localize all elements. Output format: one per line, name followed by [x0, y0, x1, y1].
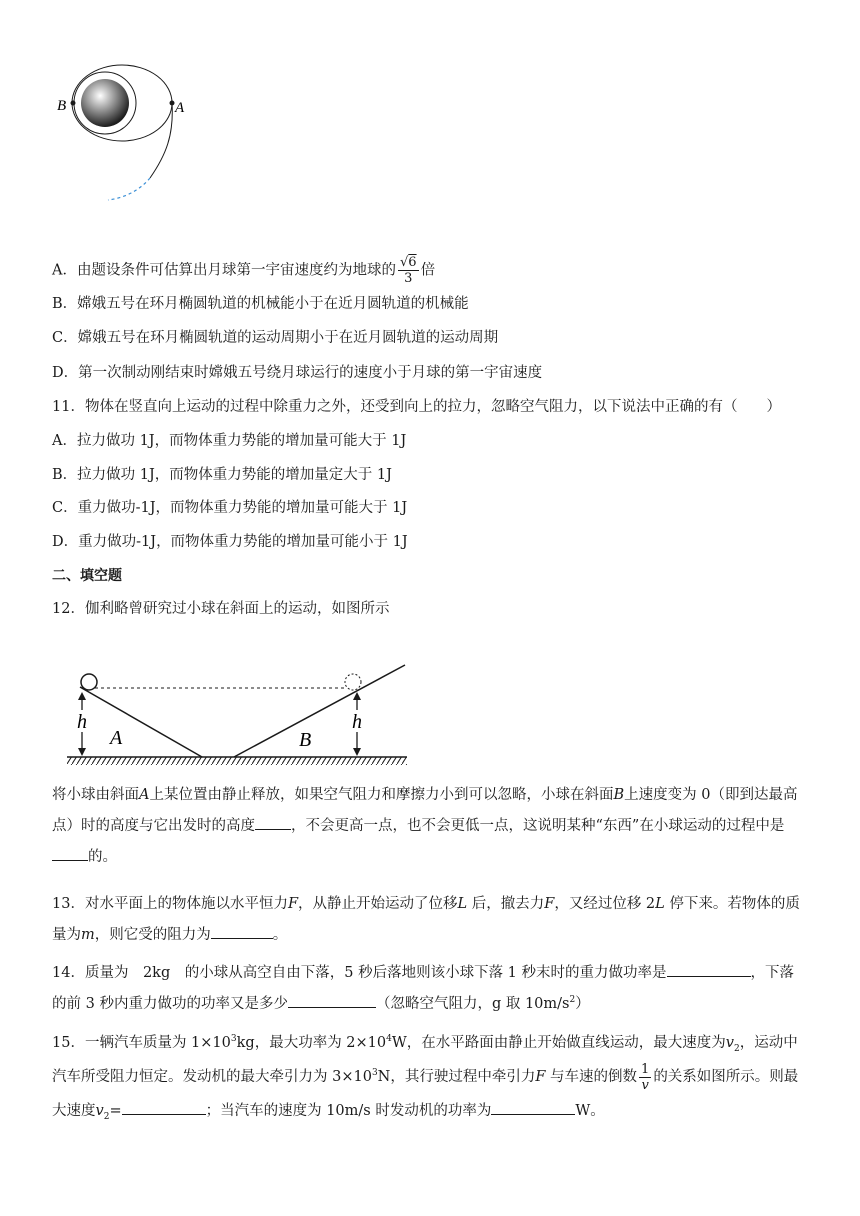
- q12-blank-1[interactable]: [255, 815, 291, 830]
- sqrt6-over-3-fraction: $\frac{√6}{3}$: [399, 255, 417, 286]
- q15: 15．一辆汽车质量为 $1\times 10^3kg$，最大功率为 $2\times 10^4W$，在水平路面由静止开始做直线运动，最大速度为$v_2$，运动中汽车所受阻力恒定。发动机的最大牵引力为 $3\times 10^3N$，其行驶过程中牵引力F 与车速的倒数 $\frac{1}{v}$ 的关系如图所示。则最大速度$v_2=$ ；当汽车的速度为 10m/s 时发动机的功率为 W。: [52, 1034, 799, 1122]
- section-title-fill-in: 二、填空题: [52, 568, 122, 584]
- incline-figure: [62, 660, 412, 779]
- incline-b: [234, 665, 405, 757]
- ball-start: [81, 674, 97, 690]
- q11-option-b: B．拉力做功 1J，而物体重力势能的增加量定大于 1J: [52, 467, 392, 483]
- q14: 14．质量为 2kg 的小球从高空自由下落，5 秒后落地则该小球下落 1 秒末时的重力做功率是 ，下落的前 3 秒内重力做功的功率又是多少 （忽略空气阻力，g 取 $10m/s^2$）: [52, 958, 808, 1020]
- label-a: A: [175, 100, 185, 116]
- q11-stem: 11．物体在竖直向上运动的过程中除重力之外，还受到向上的拉力，忽略空气阻力，以下说法中正确的有（ ）: [52, 399, 781, 415]
- q13: 13．对水平面上的物体施以水平恒力F，从静止开始运动了位移L 后，撤去力F，又经过位移 2L 停下来。若物体的质量为m，则它受的阻力为 。: [52, 896, 800, 943]
- q14-blank-1[interactable]: [667, 962, 751, 977]
- q10-option-b: B．嫦娥五号在环月椭圆轨道的机械能小于在近月圆轨道的机械能: [52, 296, 469, 312]
- moon: [81, 79, 129, 127]
- label-b-incline: B: [299, 729, 312, 751]
- arrival-trajectory-solid: [150, 103, 172, 178]
- orbit-figure: [50, 60, 200, 214]
- q11-option-a: A．拉力做功 1J，而物体重力势能的增加量可能大于 1J: [52, 433, 407, 449]
- q12-body: 将小球由斜面A上某位置由静止释放，如果空气阻力和摩擦力小到可以忽略，小球在斜面B上速度变为 0（即到达最高点）时的高度与它出发时的高度 ，不会更高一点，也不会更低一点，这说明某种“东西”在小球运动的过程中是的。: [52, 787, 798, 865]
- q11-option-d: D．重力做功-1J，而物体重力势能的增加量可能小于 1J: [52, 534, 408, 550]
- q11-option-c: C．重力做功-1J，而物体重力势能的增加量可能大于 1J: [52, 500, 408, 516]
- q14-blank-2[interactable]: [288, 993, 376, 1008]
- label-b: B: [57, 98, 67, 114]
- one-over-v-fraction: $\frac{1}{v}$: [641, 1061, 650, 1093]
- incline-a: [80, 687, 202, 757]
- point-a: [170, 101, 175, 106]
- q15-blank-1[interactable]: [122, 1100, 206, 1115]
- q10-option-d: D．第一次制动刚结束时嫦娥五号绕月球运行的速度小于月球的第一宇宙速度: [52, 365, 543, 381]
- q12-stem: 12．伽利略曾研究过小球在斜面上的运动，如图所示: [52, 601, 390, 617]
- label-h-right: h: [352, 711, 362, 733]
- q10-option-c: C．嫦娥五号在环月椭圆轨道的运动周期小于在近月圆轨道的运动周期: [52, 330, 499, 346]
- label-h-left: h: [77, 711, 87, 733]
- ground-hatching: [67, 757, 407, 765]
- q12-blank-2[interactable]: [52, 846, 88, 861]
- arrival-trajectory-dashed: [108, 178, 150, 200]
- fraction-numerator: 6: [408, 255, 417, 270]
- q10-option-a-text: A．由题设条件可估算出月球第一宇宙速度约为地球的: [52, 262, 396, 279]
- label-a-incline: A: [110, 727, 123, 749]
- q13-blank[interactable]: [211, 924, 273, 939]
- point-b: [71, 101, 76, 106]
- fraction-denominator: 3: [404, 271, 413, 286]
- q10-option-a: [52, 255, 435, 286]
- q15-blank-2[interactable]: [491, 1100, 575, 1115]
- ball-end-dashed: [345, 674, 361, 690]
- q10-option-a-suffix: 倍: [420, 262, 436, 279]
